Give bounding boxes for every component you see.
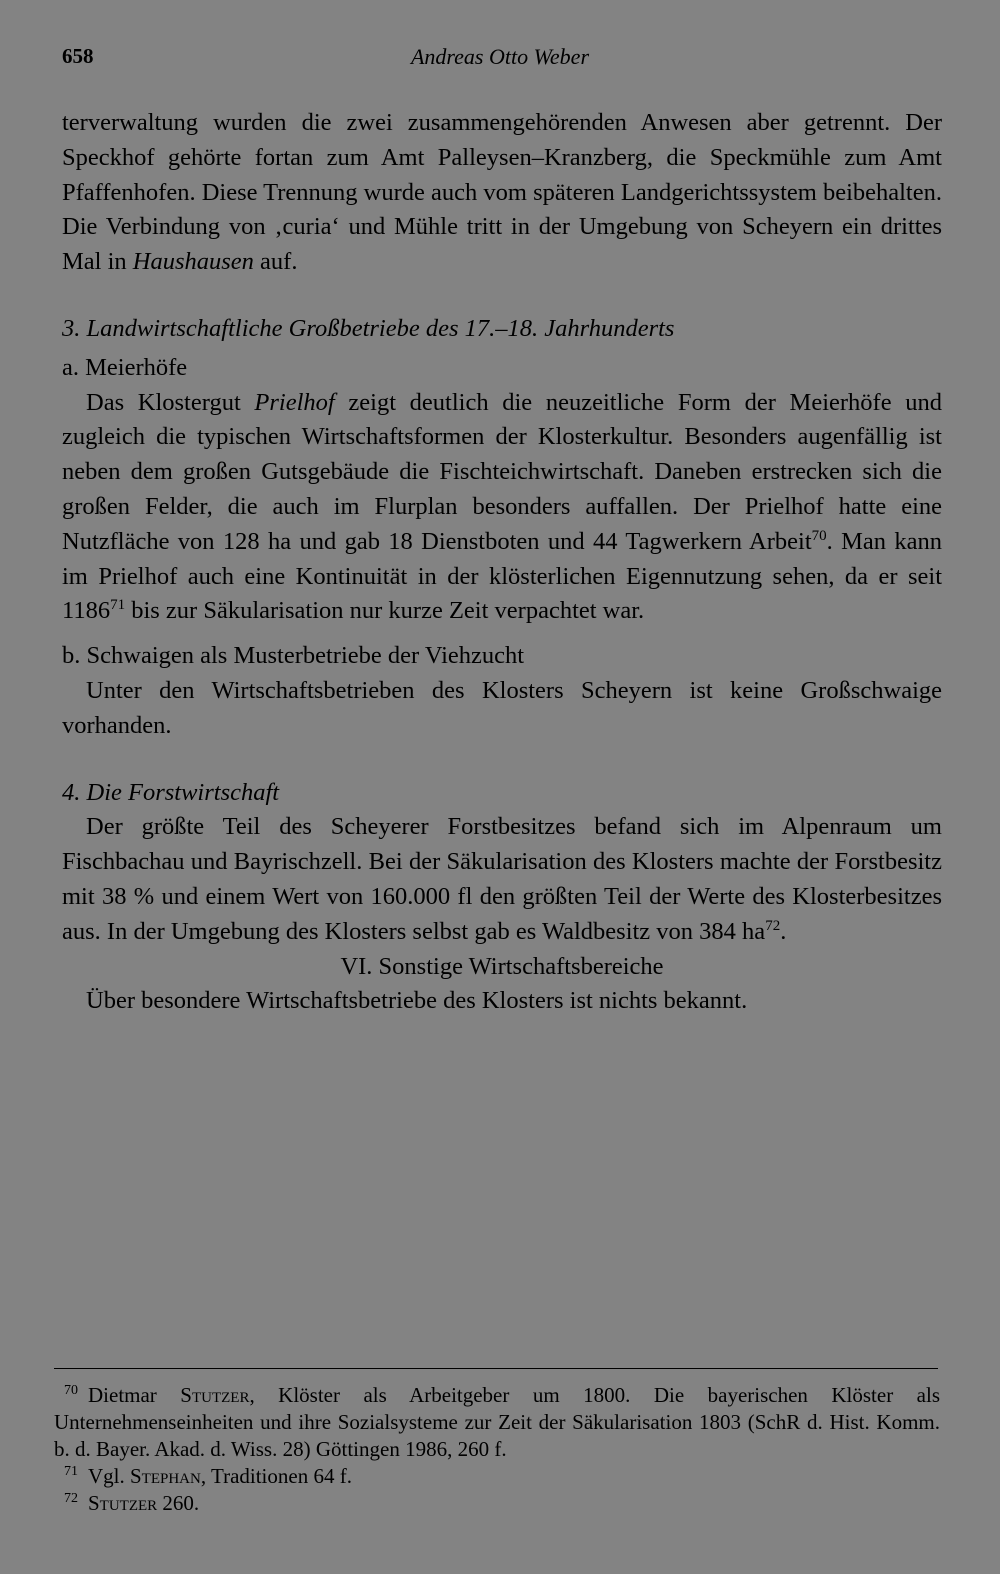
footnote-ref[interactable]: 70 [811, 527, 827, 544]
paragraph-meierhoefe [62, 386, 942, 630]
page-header [62, 44, 938, 74]
paragraph-text: bis zur Säkularisation nur kurze Zeit verpachtet war. [125, 597, 645, 625]
paragraph-text: Der größte Teil des Scheyerer Forstbesitzes befand sich im Alpenraum um Fischbachau und Bayrischzell. Bei der Säkularisation des Klosters machte der Forstbesitz mit 38 % und einem Wert von 160.000 fl den größten Teil der Werte des Klosterbesitzes aus. In der Umgebung des Klosters selbst gab es Waldbesitz von 384 ha [62, 813, 942, 945]
main-text [62, 106, 942, 1019]
footnote-ref[interactable]: 71 [110, 597, 126, 614]
section-heading-3: 3. Landwirtschaftliche Großbetriebe des 17.–18. Jahrhunderts [62, 314, 675, 342]
paragraph-schwaigen: Unter den Wirtschaftsbetrieben des Klosters Scheyern ist keine Großschwaige vorhanden. [62, 676, 942, 739]
paragraph-text-end: auf. [253, 248, 298, 276]
footnote-text: , Klöster als Arbeitgeber um 1800. Die bayerischen Klöster als Unternehmenseinheiten und ihre Sozialsysteme zur Zeit der Säkularisation 1803 (SchR d. Hist. Komm. b. d. Bayer. Akad. d. Wiss. 28) Göttingen 1986, 260 f. [54, 1383, 940, 1461]
footnote-text: Vgl. [88, 1464, 130, 1488]
paragraph-text: . [780, 917, 787, 945]
paragraph-text: . Man kann im Prielhof auch eine Kontinuität in der klösterlichen Eigennutzung sehen, da er seit 1186 [62, 527, 942, 625]
paragraph-sonstige: Über besondere Wirtschaftsbetriebe des Klosters ist nichts bekannt. [86, 987, 748, 1015]
page-number: 658 [62, 44, 94, 68]
author-name: Stutzer [88, 1491, 158, 1515]
footnote-text: 260. [157, 1491, 200, 1515]
paragraph-continued [62, 106, 942, 280]
footnote-text: Dietmar [88, 1383, 181, 1407]
author-name: Stephan [130, 1464, 201, 1488]
footnote-ref[interactable]: 72 [765, 917, 781, 934]
section-heading-4: 4. Die Forstwirtschaft [62, 778, 280, 806]
footnote-text: , Traditionen 64 f. [200, 1464, 352, 1488]
author-name: Stutzer [180, 1383, 250, 1407]
footnote-divider [54, 1368, 938, 1369]
footnote-number: 70 [64, 1383, 78, 1398]
subsection-heading-a: a. Meierhöfe [62, 353, 188, 381]
running-title: Andreas Otto Weber [410, 44, 590, 69]
place-name: Prielhof [254, 388, 335, 416]
footnote [54, 1463, 940, 1490]
paragraph-text: zeigt deutlich die neuzeitliche Form der Meierhöfe und zugleich die typischen Wirtschaftsformen der Klosterkultur. Besonders augenfällig ist neben dem großen Gutsgebäude die Fischteichwirtschaft. Daneben erstrecken sich die großen Felder, die auch im Flurplan besonders auffallen. Der Prielhof hatte eine Nutzfläche von 128 ha und gab 18 Dienstboten und 44 Tagwerkern Arbeit [62, 388, 942, 555]
footnote [54, 1490, 940, 1517]
footnotes [54, 1382, 940, 1517]
footnote [54, 1382, 940, 1463]
subsection-heading-b: b. Schwaigen als Musterbetriebe der Viehzucht [62, 642, 525, 670]
paragraph-text: terverwaltung wurden die zwei zusammengehörenden Anwesen aber getrennt. Der Speckhof gehörte fortan zum Amt Palleysen–Kranzberg, die Speckmühle zum Amt Pfaffenhofen. Diese Trennung wurde auch vom späteren Landgerichtssystem beibehalten. Die Verbindung von ‚curia‘ und Mühle tritt in der Umgebung von Scheyern ein drittes Mal in [62, 109, 942, 276]
paragraph-text: Das Klostergut [86, 388, 255, 416]
section-title-vi: VI. Sonstige Wirtschaftsbereiche [340, 952, 664, 980]
place-name: Haushausen [132, 248, 254, 276]
footnote-number: 72 [64, 1491, 78, 1506]
footnote-number: 71 [64, 1464, 78, 1479]
paragraph-forstwirtschaft [62, 810, 942, 949]
